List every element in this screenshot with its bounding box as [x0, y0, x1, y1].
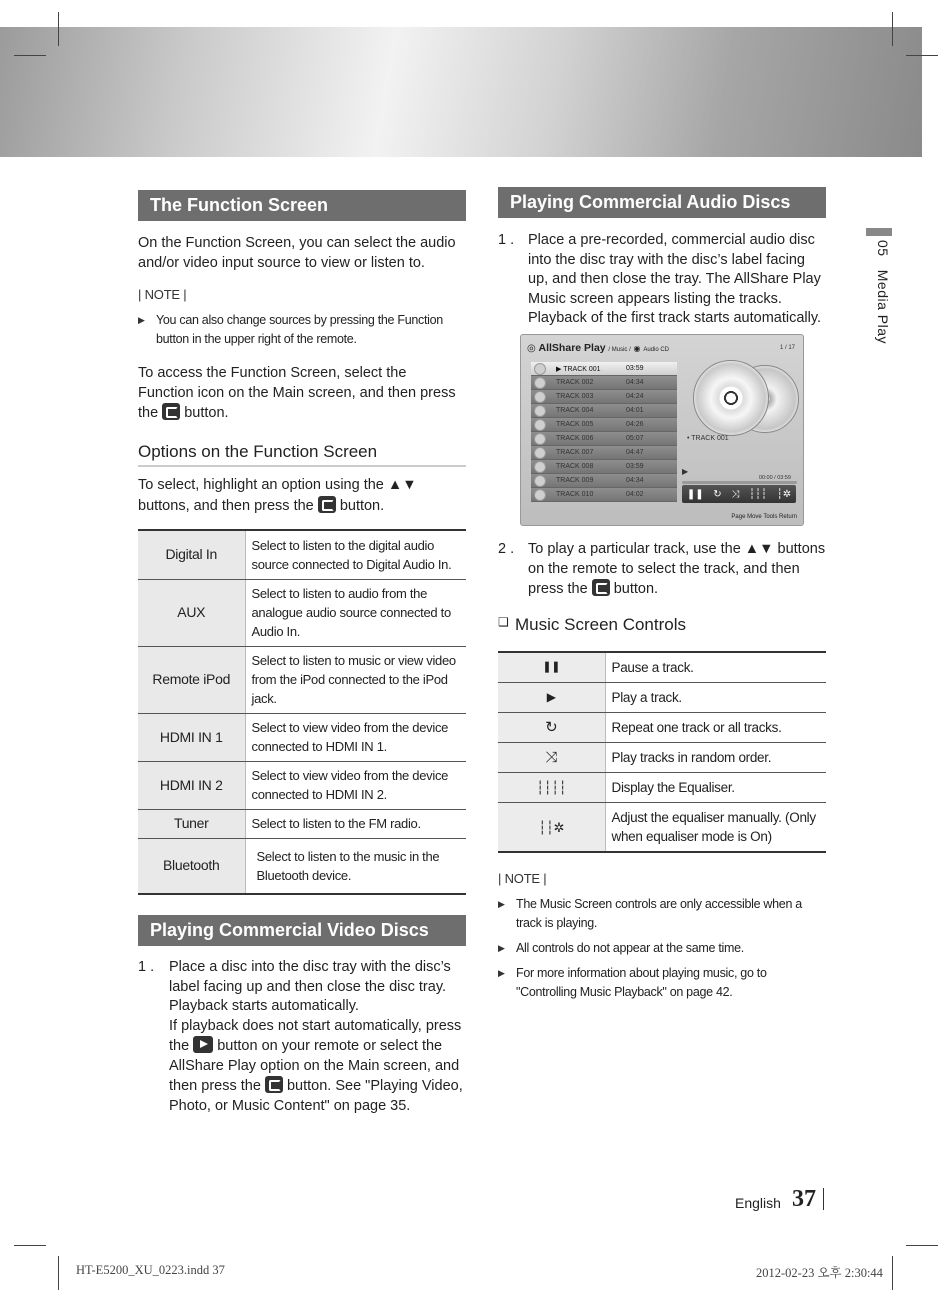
player-controls: [682, 485, 796, 503]
note-item: [498, 895, 828, 933]
option-desc: Select to view video from the device connected to HDMI IN 2.: [245, 761, 466, 809]
print-timestamp: 2012-02-23 오후 2:30:44: [756, 1266, 883, 1280]
option-desc: Select to listen to audio from the analogue audio source connected to Audio In.: [245, 579, 466, 646]
allshare-screenshot: [520, 334, 804, 526]
note-text: The Music Screen controls are only accessible when a track is playing.: [516, 897, 802, 930]
print-file-info: HT-E5200_XU_0223.indd 37: [76, 1263, 225, 1277]
table-row: [498, 713, 826, 743]
footer-language: English: [735, 1195, 781, 1211]
play-state-icon: ▶: [682, 467, 689, 476]
note-item: [138, 311, 473, 349]
section-title-video-discs: Playing Commercial Video Discs: [138, 915, 466, 946]
table-row: [498, 743, 826, 773]
page-count: 1 / 17: [779, 345, 795, 351]
track-list: [531, 362, 677, 502]
header-band: [0, 27, 922, 157]
bullet-arrow-icon: ▶: [138, 315, 145, 325]
enter-button-icon: [265, 1076, 283, 1093]
note-text: All controls do not appear at the same time.: [516, 941, 744, 955]
enter-button-icon: [162, 403, 180, 420]
track-item[interactable]: TRACK 008 03:59: [531, 460, 677, 474]
track-item[interactable]: TRACK 007 04:47: [531, 446, 677, 460]
chapter-label: 05 Media Play: [875, 240, 891, 345]
track-item[interactable]: TRACK 010 04:02: [531, 488, 677, 502]
bullet-arrow-icon: ▶: [498, 943, 505, 953]
note-item: [498, 964, 828, 1002]
control-desc: Pause a track.: [605, 652, 826, 683]
screen-title: ◎ AllShare Play / Music / ◉ Audio CD: [527, 342, 669, 354]
select-instructions: To select, highlight an option using the ▲▼ buttons, and then press the button.: [138, 477, 417, 514]
equaliser-icon[interactable]: ┆┆┆: [749, 488, 768, 500]
elapsed-time: 00:00 / 03:59: [758, 475, 791, 481]
note-text: For more information about playing music, go to "Controlling Music Playback" on page 42.: [516, 966, 767, 999]
table-row: [138, 838, 466, 894]
equaliser-settings-icon[interactable]: ┆✲: [776, 488, 792, 500]
disc-artwork: [693, 355, 803, 435]
table-row: [138, 761, 466, 809]
table-row: [138, 809, 466, 838]
equaliser-settings-icon: ┆┆✲: [498, 803, 605, 853]
equaliser-icon: ┆┆┆┆: [498, 773, 605, 803]
option-desc: Select to listen to the music in the Bluetooth device.: [245, 838, 466, 894]
controls-heading: Music Screen Controls: [515, 615, 687, 634]
option-name: Digital In: [138, 530, 245, 579]
option-desc: Select to view video from the device connected to HDMI IN 1.: [245, 713, 466, 761]
access-instructions: To access the Function Screen, select the Function icon on the Main screen, and then press the button.: [138, 365, 456, 421]
note-text: You can also change sources by pressing the Function button in the upper right of the remote.: [156, 313, 443, 346]
pause-icon[interactable]: ❚❚: [686, 488, 704, 500]
option-name: Tuner: [138, 809, 245, 838]
audio-step1-text: Place a pre-recorded, commercial audio disc into the disc tray with the disc’s label facing up, and then close the tray. The AllShare Play Music screen appears listing the tracks. Playback of the first track starts automatically.: [528, 232, 822, 326]
option-name: HDMI IN 2: [138, 761, 245, 809]
note-label: | NOTE |: [498, 871, 547, 886]
shuffle-icon[interactable]: ⤨: [731, 488, 740, 500]
table-row: [498, 683, 826, 713]
bullet-arrow-icon: ▶: [498, 899, 505, 909]
crop-mark: [906, 1245, 938, 1246]
control-desc: Repeat one track or all tracks.: [605, 713, 826, 743]
allshare-icon: ◎: [527, 343, 536, 354]
track-item[interactable]: TRACK 005 04:26: [531, 418, 677, 432]
track-item[interactable]: TRACK 004 04:01: [531, 404, 677, 418]
options-table: [138, 529, 466, 895]
control-desc: Play a track.: [605, 683, 826, 713]
option-name: Remote iPod: [138, 646, 245, 713]
step-number: 1 .: [498, 232, 515, 248]
enter-button-icon: [318, 496, 336, 513]
control-desc: Display the Equaliser.: [605, 773, 826, 803]
section-title-audio-discs: Playing Commercial Audio Discs: [498, 187, 826, 218]
screen-footer: Page Move Tools Return: [731, 514, 797, 520]
repeat-icon[interactable]: ↻: [713, 488, 722, 500]
track-item[interactable]: TRACK 009 04:34: [531, 474, 677, 488]
table-row: [498, 803, 826, 853]
crop-mark: [58, 1256, 59, 1290]
crop-mark: [906, 55, 938, 56]
step-number: 2 .: [498, 541, 515, 557]
page-number: 37: [792, 1186, 816, 1212]
cd-icon: ◉: [633, 344, 641, 353]
option-desc: Select to listen to music or view video from the iPod connected to the iPod jack.: [245, 646, 466, 713]
play-button-icon: [193, 1036, 213, 1053]
control-desc: Play tracks in random order.: [605, 743, 826, 773]
table-row: [138, 713, 466, 761]
repeat-icon: ↻: [498, 713, 605, 743]
progress-bar: [682, 481, 797, 484]
crop-mark: [58, 12, 59, 46]
bullet-arrow-icon: ▶: [498, 968, 505, 978]
pause-icon: ❚❚: [498, 652, 605, 683]
step-number: 1 .: [138, 959, 155, 975]
option-name: HDMI IN 1: [138, 713, 245, 761]
options-heading: Options on the Function Screen: [138, 442, 378, 461]
option-name: Bluetooth: [138, 838, 245, 894]
table-row: [138, 530, 466, 579]
crop-mark: [14, 1245, 46, 1246]
table-row: [138, 579, 466, 646]
controls-table: [498, 651, 826, 853]
crop-mark: [892, 12, 893, 46]
table-row: [498, 652, 826, 683]
chapter-tab: [866, 228, 892, 236]
track-item[interactable]: ▶ TRACK 001 03:59: [531, 362, 677, 376]
section-title-function-screen: The Function Screen: [138, 190, 466, 221]
crop-mark: [892, 1256, 893, 1290]
shuffle-icon: ⤨: [498, 743, 605, 773]
track-item[interactable]: TRACK 006 05:07: [531, 432, 677, 446]
control-desc: Adjust the equaliser manually. (Only when equaliser mode is On): [605, 803, 826, 853]
note-item: [498, 939, 828, 958]
table-row: [498, 773, 826, 803]
now-playing: • TRACK 001: [687, 435, 729, 442]
checkbox-icon: ❑: [498, 615, 509, 629]
option-desc: Select to listen to the digital audio source connected to Digital Audio In.: [245, 530, 466, 579]
audio-step2-text: To play a particular track, use the ▲▼ buttons on the remote to select the track, and then press the button.: [528, 541, 826, 597]
option-desc: Select to listen to the FM radio.: [245, 809, 466, 838]
intro-text: On the Function Screen, you can select the audio and/or video input source to view or listen to.: [138, 235, 456, 271]
option-name: AUX: [138, 579, 245, 646]
video-step-text: Place a disc into the disc tray with the disc’s label facing up and then close the disc tray. Playback starts automatically. If playback does not start automatically, press the button on your remote or select the AllShare Play option on the Main screen, and then press the button. See "Playing Video, Photo, or Music Content" on page 35.: [169, 959, 463, 1114]
track-item[interactable]: TRACK 002 04:34: [531, 376, 677, 390]
disc-icon: [693, 360, 769, 436]
enter-button-icon: [592, 579, 610, 596]
table-row: [138, 646, 466, 713]
play-icon: ▶: [498, 683, 605, 713]
footer-divider: [823, 1188, 824, 1210]
track-item[interactable]: TRACK 003 04:24: [531, 390, 677, 404]
crop-mark: [14, 55, 46, 56]
heading-rule: [138, 465, 466, 467]
note-label: | NOTE |: [138, 287, 187, 302]
